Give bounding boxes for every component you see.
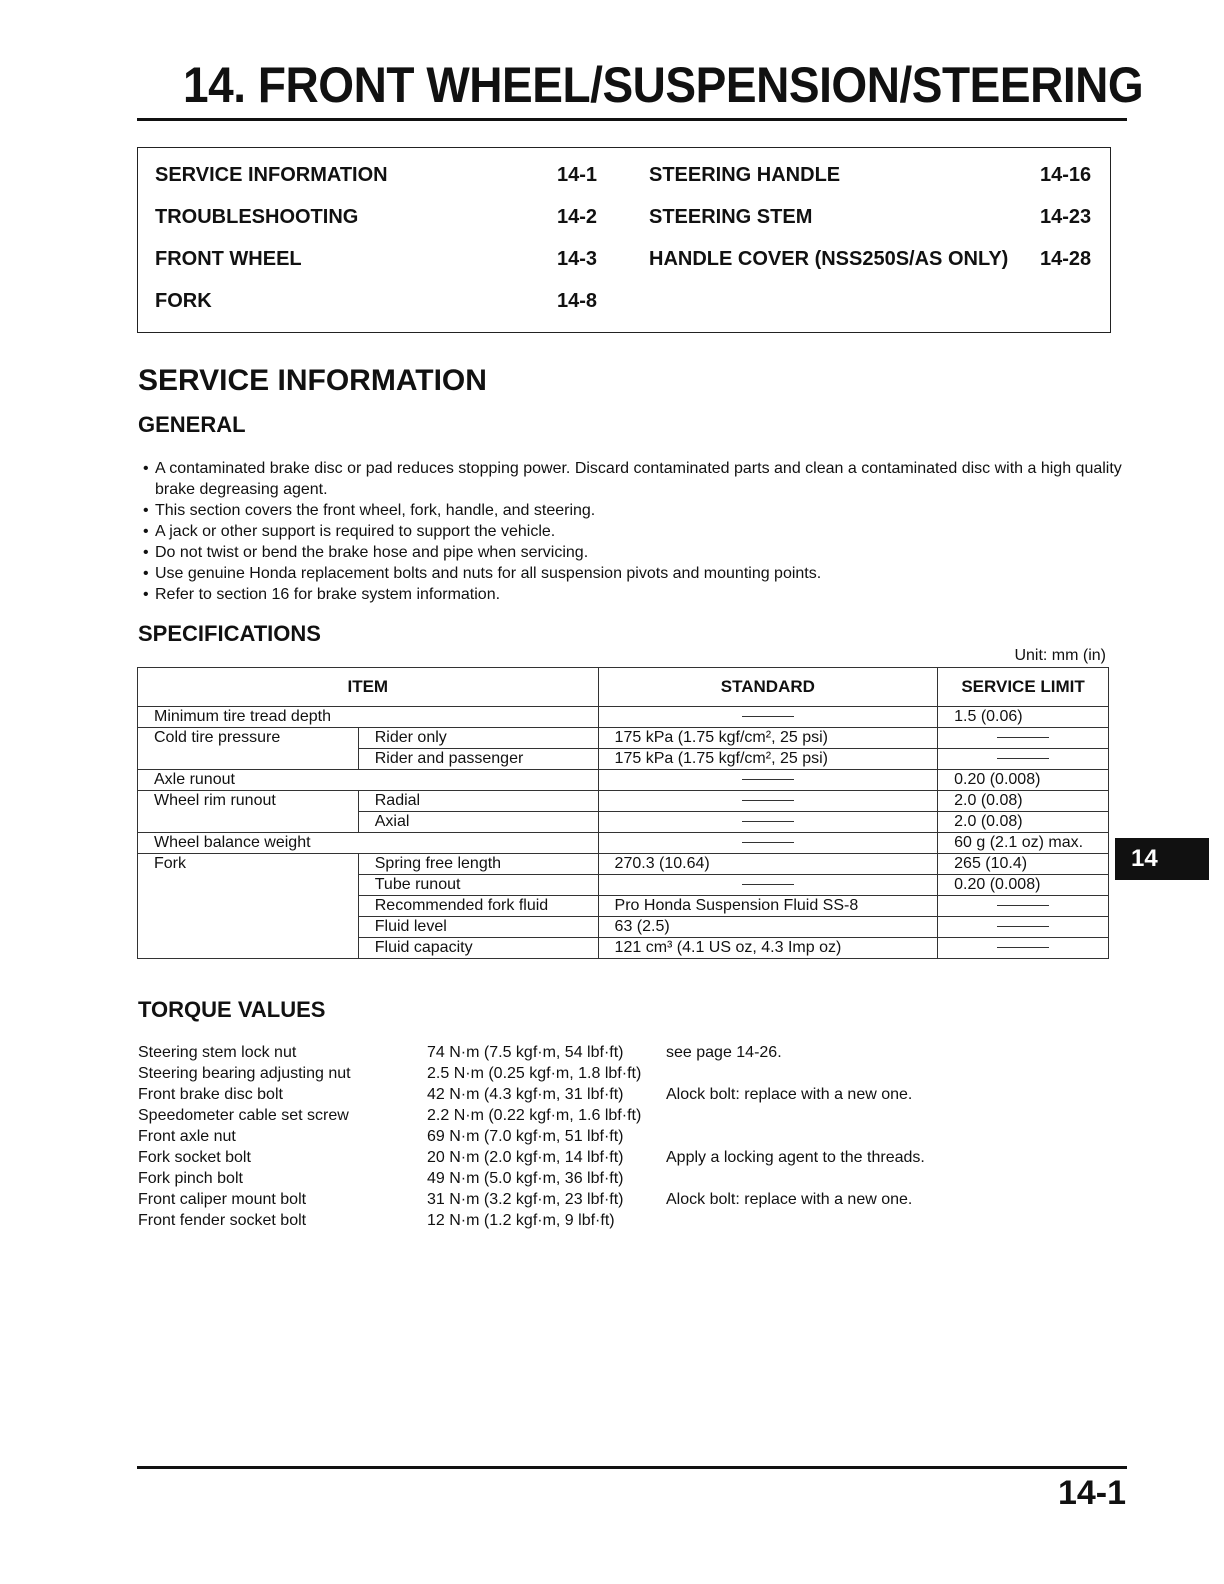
toc-page: 14-28 (1040, 248, 1092, 270)
toc-label[interactable]: FRONT WHEEL (155, 248, 302, 270)
torque-item: Front fender socket bolt (138, 1212, 307, 1229)
torque-note: see page 14-26. (666, 1044, 782, 1061)
spec-standard: Pro Honda Suspension Fluid SS-8 (598, 896, 938, 917)
toc-page: 14-16 (1040, 164, 1092, 186)
toc-label[interactable]: TROUBLESHOOTING (155, 206, 359, 228)
spec-standard: 121 cm³ (4.1 US oz, 4.3 Imp oz) (598, 938, 938, 959)
spec-limit: 265 (10.4) (938, 854, 1109, 875)
bullet-item: • A jack or other support is required to support the vehicle. (143, 521, 1123, 542)
torque-row (138, 1189, 925, 1210)
torque-value: 2.5 N·m (0.25 kgf·m, 1.8 lbf·ft) (427, 1065, 642, 1082)
spec-empty-dash (598, 707, 938, 728)
header-standard: STANDARD (598, 668, 938, 707)
torque-list (138, 1042, 925, 1231)
toc-page: 14-8 (557, 290, 598, 312)
spec-limit: 0.20 (0.008) (938, 875, 1109, 896)
torque-row (138, 1042, 925, 1063)
general-bullet-list (143, 458, 1123, 605)
spec-item: Wheel rim runout (138, 791, 359, 833)
torque-note: Apply a locking agent to the threads. (666, 1149, 925, 1166)
spec-limit: 0.20 (0.008) (938, 770, 1109, 791)
table-of-contents (137, 147, 1111, 333)
spec-limit: 2.0 (0.08) (938, 812, 1109, 833)
bullet-item: • Use genuine Honda replacement bolts and nuts for all suspension pivots and mounting points. (143, 563, 1123, 584)
table-row (138, 770, 1109, 791)
specifications-heading: SPECIFICATIONS (138, 621, 321, 646)
torque-heading: TORQUE VALUES (138, 997, 326, 1022)
toc-label[interactable]: FORK (155, 290, 212, 312)
bullet-item: • Do not twist or bend the brake hose and pipe when servicing. (143, 542, 1123, 563)
spec-subitem: Axial (358, 812, 598, 833)
spec-limit: 2.0 (0.08) (938, 791, 1109, 812)
spec-empty-dash (598, 833, 938, 854)
toc-label[interactable]: STEERING HANDLE (649, 164, 841, 186)
torque-item: Fork socket bolt (138, 1149, 251, 1166)
table-row (138, 728, 1109, 749)
spec-standard: 175 kPa (1.75 kgf/cm², 25 psi) (598, 749, 938, 770)
torque-row (138, 1105, 925, 1126)
spec-subitem: Rider only (358, 728, 598, 749)
torque-row (138, 1147, 925, 1168)
toc-label[interactable]: SERVICE INFORMATION (155, 164, 388, 186)
header-item: ITEM (138, 668, 599, 707)
spec-item: Minimum tire tread depth (138, 707, 599, 728)
spec-standard: 270.3 (10.64) (598, 854, 938, 875)
footer-rule (137, 1466, 1127, 1469)
spec-subitem: Radial (358, 791, 598, 812)
page-number: 14-1 (1057, 1474, 1126, 1512)
torque-item: Steering bearing adjusting nut (138, 1065, 351, 1082)
spec-limit: 60 g (2.1 oz) max. (938, 833, 1109, 854)
spec-empty-dash (938, 749, 1109, 770)
bullet-item: • A contaminated brake disc or pad reduces stopping power. Discard contaminated parts and clean a contaminated disc with a high quality brake degreasing agent. (143, 458, 1123, 500)
torque-row (138, 1210, 925, 1231)
spec-subitem: Fluid capacity (358, 938, 598, 959)
spec-item: Cold tire pressure (138, 728, 359, 770)
section-title: SERVICE INFORMATION (138, 364, 487, 397)
spec-empty-dash (598, 791, 938, 812)
chapter-title: 14. FRONT WHEEL/SUSPENSION/STEERING (183, 57, 1144, 113)
spec-subitem: Spring free length (358, 854, 598, 875)
torque-row (138, 1084, 925, 1105)
toc-label[interactable]: HANDLE COVER (NSS250S/AS ONLY) (649, 248, 1009, 270)
torque-value: 12 N·m (1.2 kgf·m, 9 lbf·ft) (427, 1212, 615, 1229)
toc-label[interactable]: STEERING STEM (649, 206, 813, 228)
torque-item: Steering stem lock nut (138, 1044, 297, 1061)
spec-empty-dash (938, 938, 1109, 959)
torque-item: Front axle nut (138, 1128, 236, 1145)
torque-item: Speedometer cable set screw (138, 1107, 349, 1124)
unit-note: Unit: mm (in) (1014, 647, 1106, 664)
table-row (138, 854, 1109, 875)
torque-value: 74 N·m (7.5 kgf·m, 54 lbf·ft) (427, 1044, 624, 1061)
bullet-item: • This section covers the front wheel, fork, handle, and steering. (143, 500, 1123, 521)
torque-item: Fork pinch bolt (138, 1170, 243, 1187)
toc-page: 14-1 (557, 164, 598, 186)
spec-standard: 175 kPa (1.75 kgf/cm², 25 psi) (598, 728, 938, 749)
torque-note: Alock bolt: replace with a new one. (666, 1086, 913, 1103)
spec-empty-dash (598, 770, 938, 791)
spec-subitem: Tube runout (358, 875, 598, 896)
title-rule (137, 118, 1127, 121)
chapter-tab[interactable]: 14 (1115, 838, 1209, 880)
spec-empty-dash (938, 917, 1109, 938)
table-row (138, 791, 1109, 812)
specifications-table (137, 667, 1109, 959)
table-row (138, 707, 1109, 728)
spec-empty-dash (598, 875, 938, 896)
bullet-item: • Refer to section 16 for brake system information. (143, 584, 1123, 605)
spec-subitem: Rider and passenger (358, 749, 598, 770)
torque-item: Front brake disc bolt (138, 1086, 283, 1103)
spec-limit: 1.5 (0.06) (938, 707, 1109, 728)
torque-row (138, 1168, 925, 1189)
table-header-row (138, 668, 1109, 707)
spec-empty-dash (938, 728, 1109, 749)
spec-subitem: Fluid level (358, 917, 598, 938)
torque-value: 31 N·m (3.2 kgf·m, 23 lbf·ft) (427, 1191, 624, 1208)
table-row (138, 833, 1109, 854)
torque-row (138, 1126, 925, 1147)
spec-empty-dash (598, 812, 938, 833)
spec-empty-dash (938, 896, 1109, 917)
spec-subitem: Recommended fork fluid (358, 896, 598, 917)
toc-page: 14-3 (557, 248, 598, 270)
torque-value: 49 N·m (5.0 kgf·m, 36 lbf·ft) (427, 1170, 624, 1187)
toc-page: 14-2 (557, 206, 598, 228)
spec-item: Fork (138, 854, 359, 959)
torque-item: Front caliper mount bolt (138, 1191, 307, 1208)
spec-item: Axle runout (138, 770, 599, 791)
spec-item: Wheel balance weight (138, 833, 599, 854)
torque-value: 2.2 N·m (0.22 kgf·m, 1.6 lbf·ft) (427, 1107, 642, 1124)
header-service-limit: SERVICE LIMIT (938, 668, 1109, 707)
general-heading: GENERAL (138, 412, 246, 437)
torque-row (138, 1063, 925, 1084)
torque-value: 42 N·m (4.3 kgf·m, 31 lbf·ft) (427, 1086, 624, 1103)
torque-note: Alock bolt: replace with a new one. (666, 1191, 913, 1208)
torque-value: 69 N·m (7.0 kgf·m, 51 lbf·ft) (427, 1128, 624, 1145)
torque-value: 20 N·m (2.0 kgf·m, 14 lbf·ft) (427, 1149, 624, 1166)
spec-standard: 63 (2.5) (598, 917, 938, 938)
toc-page: 14-23 (1040, 206, 1092, 228)
